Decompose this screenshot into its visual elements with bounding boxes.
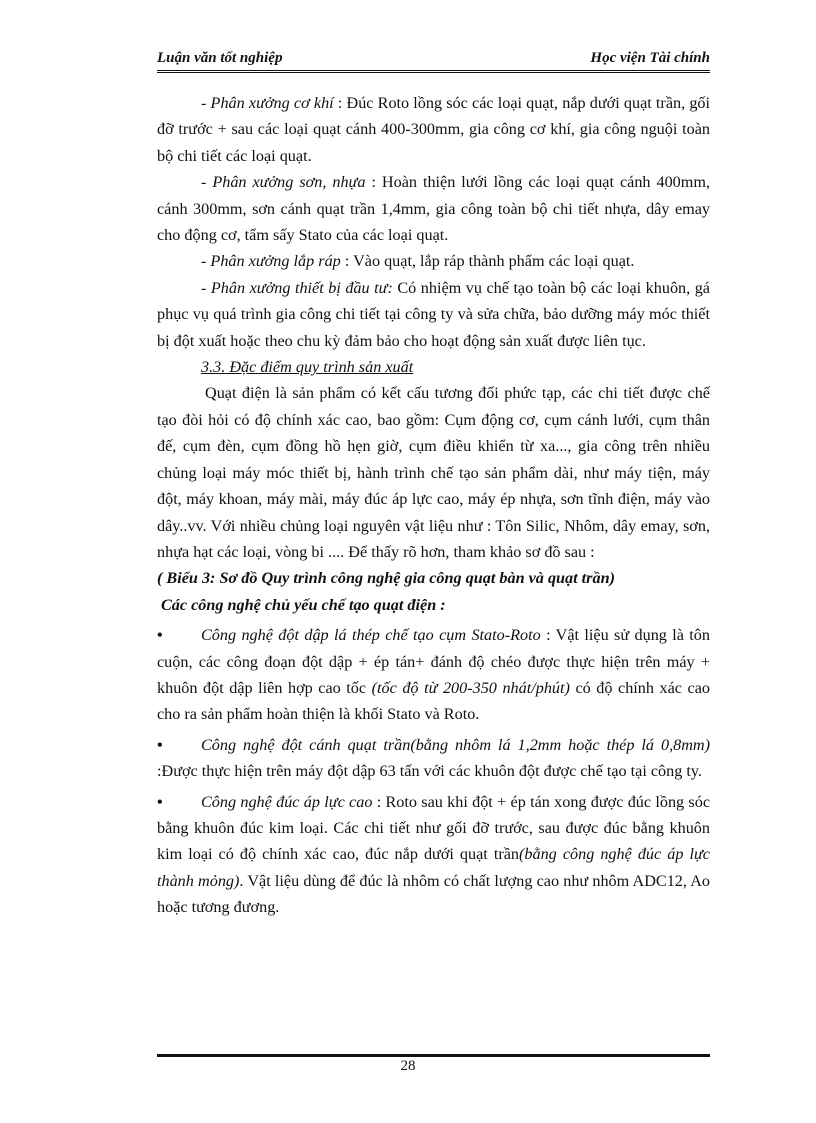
document-body <box>157 90 710 921</box>
bullet-text: : Vật liệu sử dụng là tôn cuộn, các công đoạn đột dập + ép tán+ đánh độ chéo được thực hiện trên máy + khuôn đột dập liên hợp cao tốc <box>157 626 710 697</box>
paragraph-thiet-bi <box>157 275 710 354</box>
figure-caption: ( Biểu 3: Sơ đồ Quy trình công nghệ gia công quạt bàn và quạt trần) <box>157 569 615 588</box>
bullet-text: : Roto sau khi đột + ép tán xong được đúc lồng sóc bằng khuôn đúc kim loại. Các chi tiết như gối đỡ trước, sau được đúc bằng khuôn kim loại có độ chính xác cao, đúc nắp dưới quạt trần <box>157 792 710 864</box>
page-header <box>157 50 710 72</box>
bullet-item-duc-ap-luc <box>157 789 710 921</box>
bullet-italic: (bằng công nghệ đúc áp lực thành mỏng) <box>157 845 710 890</box>
bullet-icon: • <box>157 792 163 811</box>
page-number: 28 <box>400 1058 416 1074</box>
bullet-item-stato-roto <box>157 622 710 728</box>
paragraph-lead: - Phân xưởng thiết bị đầu tư: <box>201 278 393 297</box>
bullet-lead: Công nghệ đột cánh quạt trần(bằng nhôm lá 1,2mm hoặc thép lá 0,8mm) <box>201 735 710 754</box>
bullet-item-canh-quat <box>157 732 710 785</box>
paragraph-text: : Đúc Roto lồng sóc các loại quạt, nắp dưới quạt trần, gối đỡ trước + sau các loại quạt cánh 400-300mm, gia công cơ khí, gia công nguội toàn bộ chi tiết các loại quạt. <box>157 94 710 165</box>
bullet-italic: (tốc độ từ 200-350 nhát/phút) <box>371 678 570 697</box>
bullet-text: :Được thực hiện trên máy đột dập 63 tấn với các khuôn đột được chế tạo tại công ty. <box>157 762 702 781</box>
footer-divider <box>157 1054 710 1057</box>
paragraph-lead: - Phân xưởng cơ khí <box>201 94 334 112</box>
paragraph-text: : Vào quạt, lắp ráp thành phẩm các loại quạt. <box>340 252 635 271</box>
paragraph-lap-rap <box>157 248 710 274</box>
paragraph-text: Có nhiệm vụ chế tạo toàn bộ các loại khuôn, gá phục vụ quá trình gia công chi tiết tại công ty và sửa chữa, bảo dưỡng máy móc thiết bị đột xuất hoặc theo chu kỳ đảm bảo cho hoạt động sản xuất được liên tục. <box>157 278 710 350</box>
paragraph-co-khi <box>157 90 710 169</box>
paragraph-quat-dien: Quạt điện là sản phẩm có kết cấu tương đối phức tạp, các chi tiết được chế tạo đòi hỏi có độ chính xác cao, bao gồm: Cụm động cơ, cụm cánh lưới, cụm thân đế, cụm đèn, cụm đồng hồ hẹn giờ, cụm điều khiển từ xa..., gia công trên nhiều chủng loại máy móc thiết bị, hành trình chế tạo sản phẩm dài, như máy tiện, máy đột, máy khoan, máy mài, máy đúc áp lực cao, máy ép nhựa, sơn tĩnh điện, máy vào dây..vv. Với nhiều chủng loại nguyên vật liệu như : Tôn Silic, Nhôm, dây emay, sơn, nhựa hạt các loại, vòng bi .... Để thấy rõ hơn, tham khảo sơ đồ sau : <box>157 384 710 561</box>
subheading: Các công nghệ chủ yếu chế tạo quạt điện : <box>161 595 446 614</box>
paragraph-lead: - Phân xưởng sơn, nhựa <box>201 173 366 192</box>
paragraph-text: : Hoàn thiện lưới lồng các loại quạt cánh 400mm, cánh 300mm, sơn cánh quạt trần 1,4mm, gia công toàn bộ chi tiết nhựa, dây emay cho động cơ, tẩm sấy Stato của các loại quạt. <box>157 173 710 245</box>
header-divider <box>157 70 710 75</box>
header-right-title: Học viện Tài chính <box>590 50 710 66</box>
bullet-text-end: . Vật liệu dùng để đúc là nhôm có chất lượng cao như nhôm ADC12, Ao hoặc tương đương. <box>157 871 711 917</box>
bullet-text-end: có độ chính xác cao cho ra sản phẩm hoàn thiện là khối Stato và Roto. <box>157 678 710 724</box>
bullet-lead: Công nghệ đột dập lá thép chế tạo cụm Stato-Roto <box>201 626 541 645</box>
bullet-icon: • <box>157 735 163 754</box>
section-number: 3.3. <box>201 358 226 377</box>
paragraph-lead: - Phân xưởng lắp ráp <box>201 252 341 271</box>
header-left-title: Luận văn tốt nghiệp <box>157 50 283 66</box>
bullet-icon: • <box>157 626 163 645</box>
section-heading <box>157 354 710 380</box>
section-title: Đặc điểm quy trình sản xuất <box>225 358 414 377</box>
bullet-lead: Công nghệ đúc áp lực cao <box>201 792 373 811</box>
paragraph-son-nhua <box>157 169 710 248</box>
